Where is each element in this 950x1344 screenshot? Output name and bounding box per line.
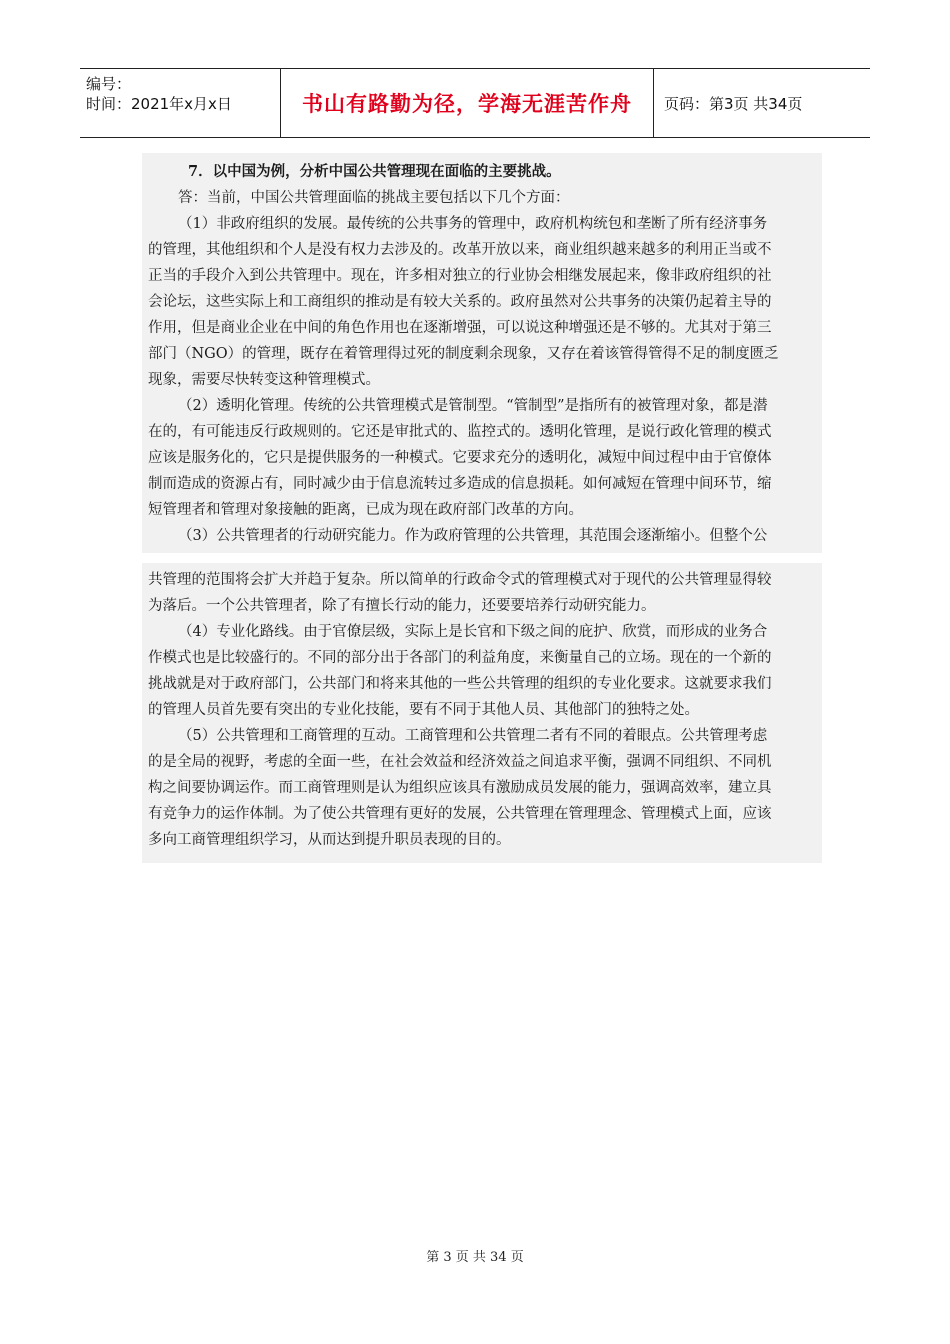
paragraph-line: 正当的手段介入到公共管理中。现在，许多相对独立的行业协会相继发展起来，像非政府组织的社	[148, 268, 772, 284]
header-page-info: 页码：第3页 共34页	[664, 94, 803, 113]
paragraph-line: 多向工商管理组织学习，从而达到提升职员表现的目的。	[148, 832, 511, 848]
header-motto: 书山有路勤为径，学海无涯苦作舟	[280, 69, 654, 137]
paragraph-line: 的是全局的视野，考虑的全面一些，在社会效益和经济效益之间追求平衡，强调不同组织、不同机	[148, 754, 772, 770]
paragraph-line: 作模式也是比较盛行的。不同的部分出于各部门的利益角度，来衡量自己的立场。现在的一个新的	[148, 650, 772, 666]
answer-intro: 答：当前，中国公共管理面临的挑战主要包括以下几个方面：	[178, 190, 570, 206]
document-body	[142, 153, 822, 863]
question-heading: 7．以中国为例，分析中国公共管理现在面临的主要挑战。	[188, 163, 561, 180]
document-time-label: 时间：2021年x月x日	[86, 95, 232, 113]
paragraph-line: 在的，有可能违反行政规则的。它还是审批式的、监控式的。透明化管理，是说行政化管理的模式	[148, 424, 772, 440]
paragraph-line: （4）专业化路线。由于官僚层级，实际上是长官和下级之间的庇护、欣赏，而形成的业务合	[178, 624, 768, 640]
paragraph-line: 构之间要协调运作。而工商管理则是认为组织应该具有激励成员发展的能力，强调高效率，建立具	[148, 780, 772, 796]
paragraph-line: （5）公共管理和工商管理的互动。工商管理和公共管理二者有不同的着眼点。公共管理考虑	[178, 728, 768, 744]
paragraph-line: 现象，需要尽快转变这种管理模式。	[148, 372, 380, 388]
document-number-label: 编号：	[86, 75, 132, 93]
paragraph-line: 制而造成的资源占有，同时减少由于信息流转过多造成的信息损耗。如何减短在管理中间环节，缩	[148, 476, 772, 492]
page-footer: 第 3 页 共 34 页	[426, 1250, 524, 1265]
paragraph-line: 的管理人员首先要有突出的专业化技能，要有不同于其他人员、其他部门的独特之处。	[148, 702, 699, 718]
page-header	[80, 68, 870, 138]
paragraph-line: 部门（NGO）的管理，既存在着管理得过死的制度剩余现象，又存在着该管得管得不足的制度匮乏	[148, 346, 779, 362]
paragraph-line: 应该是服务化的，它只是提供服务的一种模式。它要求充分的透明化，减短中间过程中由于官僚体	[148, 450, 772, 466]
scan-gap	[142, 553, 822, 563]
header-meta	[80, 69, 280, 137]
paragraph-line: 短管理者和管理对象接触的距离，已成为现在政府部门改革的方向。	[148, 502, 583, 518]
paragraph-line: 会论坛，这些实际上和工商组织的推动是有较大关系的。政府虽然对公共事务的决策仍起着主导的	[148, 294, 772, 310]
paragraph-line: 作用，但是商业企业在中间的角色作用也在逐渐增强，可以说这种增强还是不够的。尤其对于第三	[148, 320, 772, 336]
paragraph-line: 挑战就是对于政府部门，公共部门和将来其他的一些公共管理的组织的专业化要求。这就要求我们	[148, 676, 772, 692]
paragraph-line: （2）透明化管理。传统的公共管理模式是管制型。“管制型”是指所有的被管理对象，都是潜	[178, 398, 768, 414]
paragraph-line: （3）公共管理者的行动研究能力。作为政府管理的公共管理，其范围会逐渐缩小。但整个公	[178, 528, 768, 544]
paragraph-line: 有竞争力的运作体制。为了使公共管理有更好的发展，公共管理在管理理念、管理模式上面，应该	[148, 806, 772, 822]
paragraph-line: 共管理的范围将会扩大并趋于复杂。所以简单的行政命令式的管理模式对于现代的公共管理显得较	[148, 572, 772, 588]
paragraph-line: （1）非政府组织的发展。最传统的公共事务的管理中，政府机构统包和垄断了所有经济事务	[178, 216, 768, 232]
paragraph-line: 的管理，其他组织和个人是没有权力去涉及的。改革开放以来，商业组织越来越多的利用正当或不	[148, 242, 772, 258]
paragraph-line: 为落后。一个公共管理者，除了有擅长行动的能力，还要要培养行动研究能力。	[148, 598, 656, 614]
